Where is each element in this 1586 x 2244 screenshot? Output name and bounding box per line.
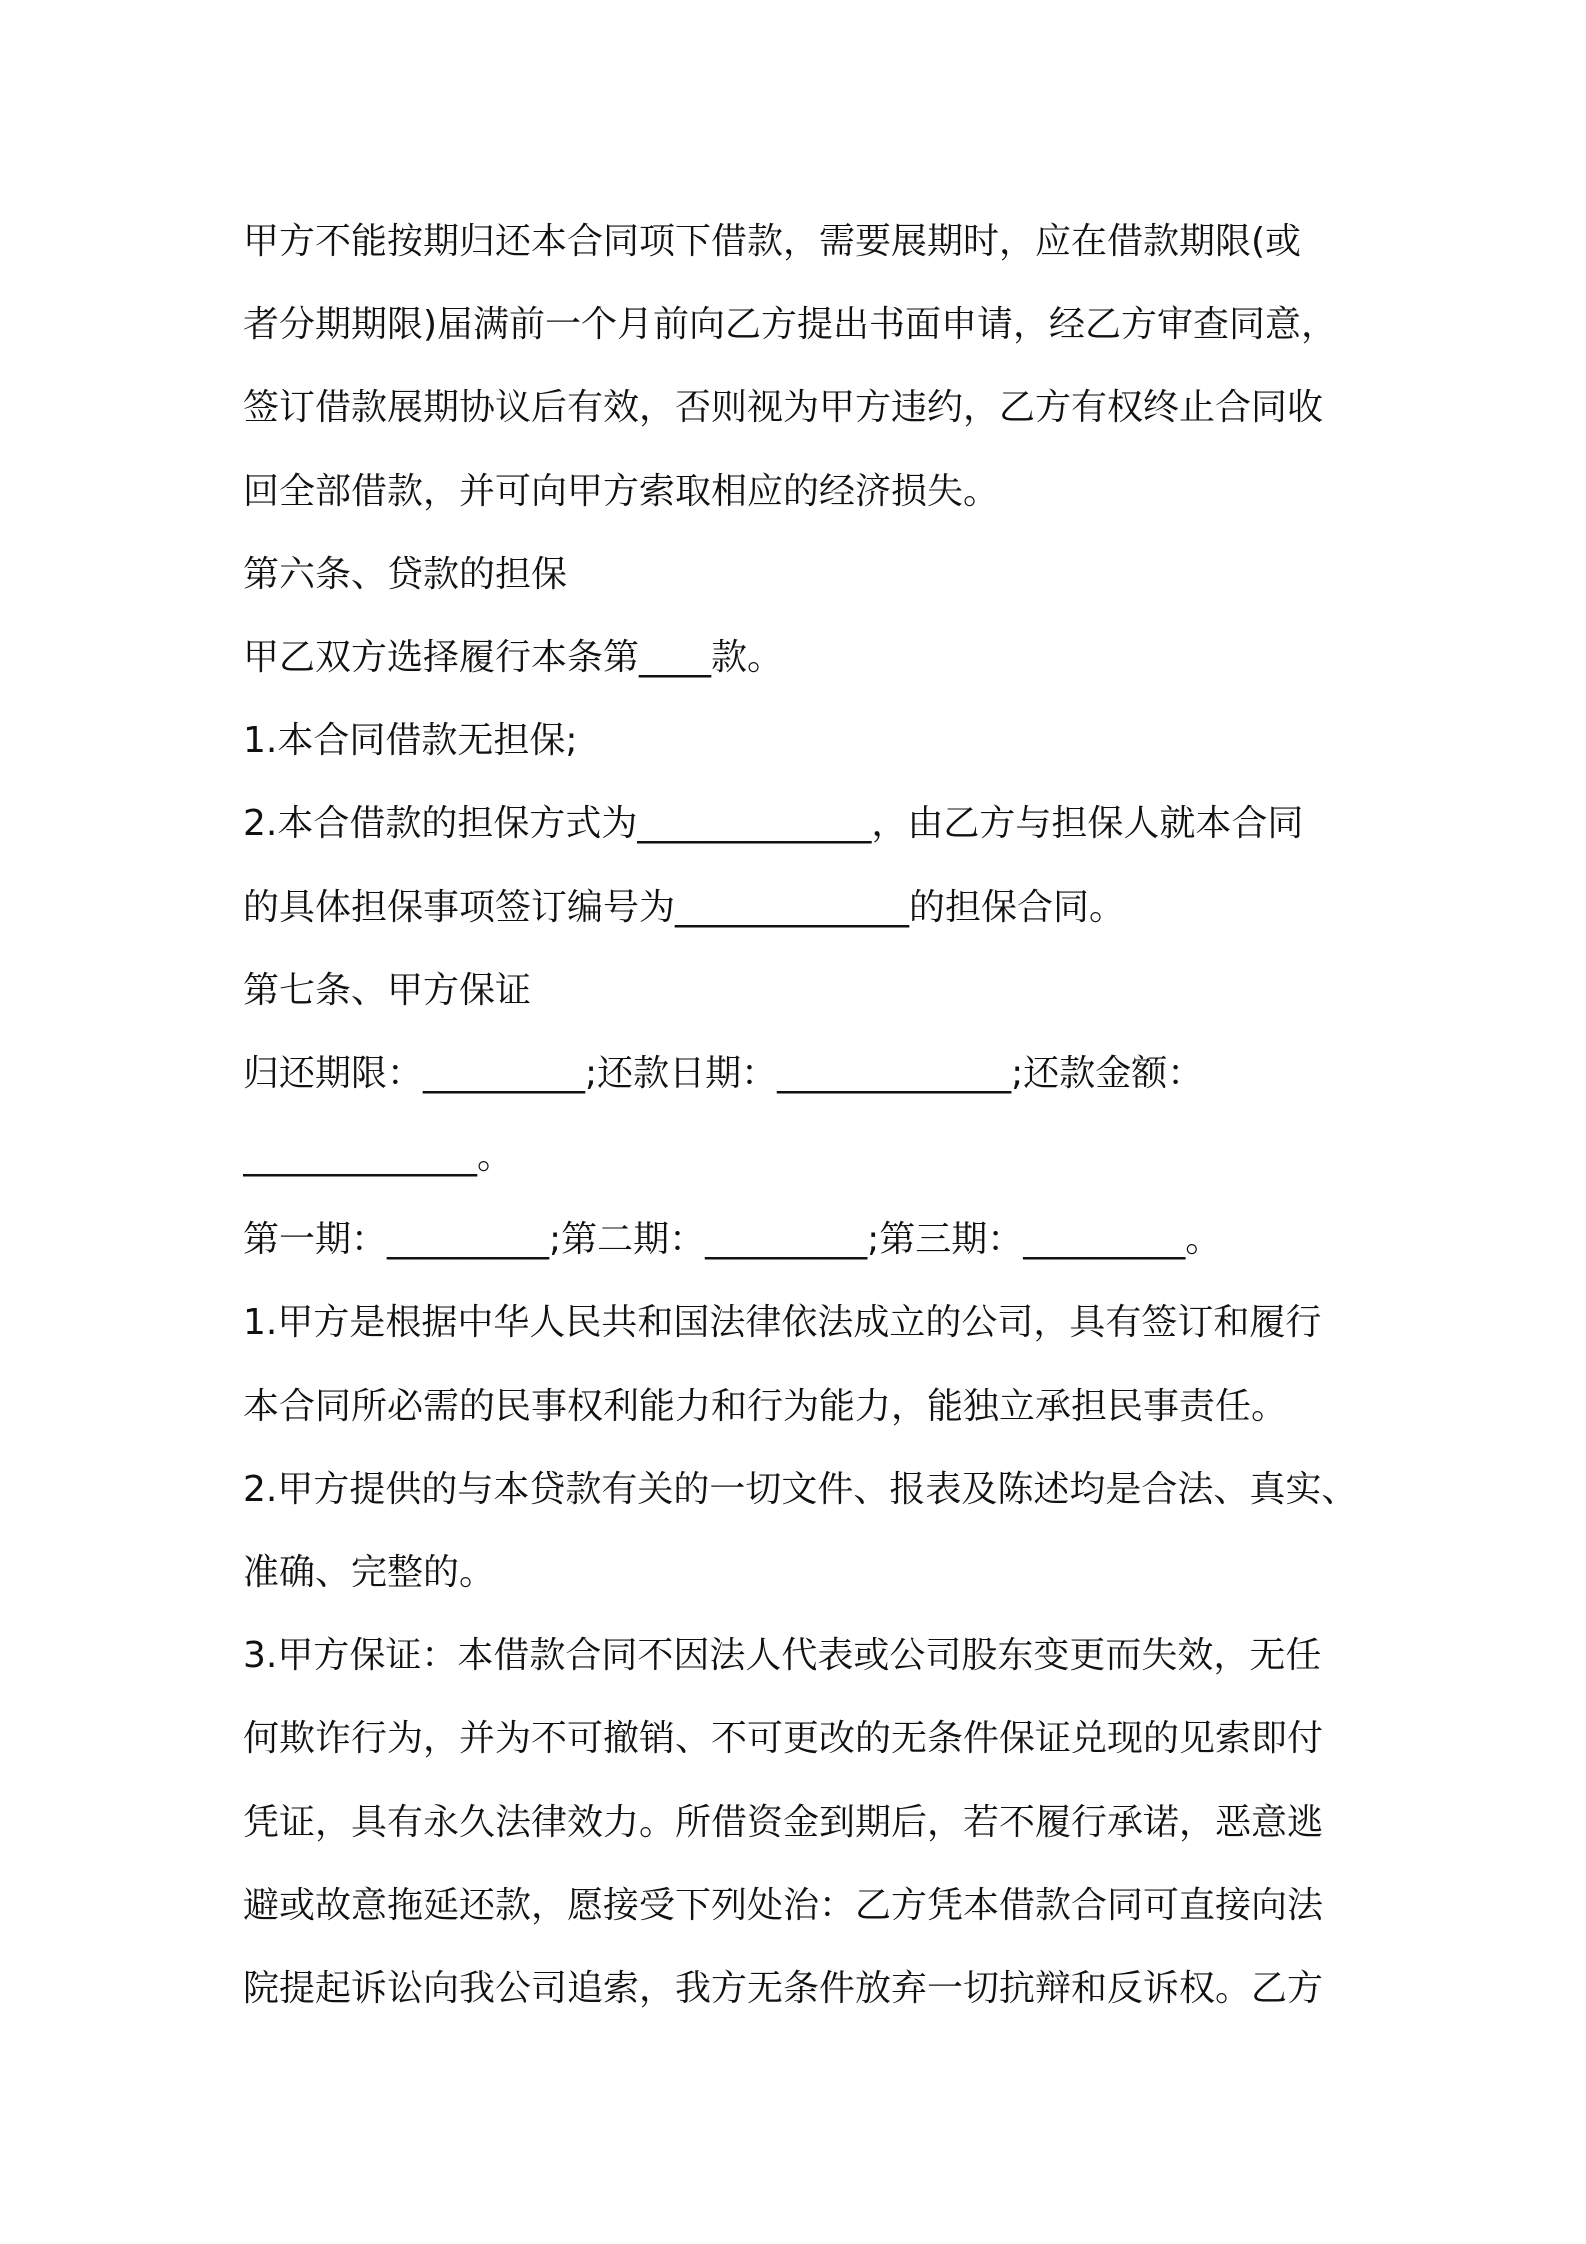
paragraph-line: 者分期期限)届满前一个月前向乙方提出书面申请，经乙方审查同意， <box>243 304 1338 346</box>
paragraph-line: 回全部借款，并可向甲方索取相应的经济损失。 <box>243 470 1000 512</box>
section-heading-7: 第七条、甲方保证 <box>243 969 532 1011</box>
contract-text-body <box>243 200 1363 2030</box>
paragraph-line: 甲方不能按期归还本合同项下借款，需要展期时，应在借款期限(或 <box>243 221 1302 262</box>
paragraph-line: 院提起诉讼向我公司追索，我方无条件放弃一切抗辩和反诉权。乙方 <box>243 1967 1324 2009</box>
paragraph-line: 本合同所必需的民事权利能力和行为能力，能独立承担民事责任。 <box>243 1385 1288 1427</box>
paragraph-line: 签订借款展期协议后有效，否则视为甲方违约，乙方有权终止合同收 <box>243 387 1324 429</box>
paragraph-line: 甲乙双方选择履行本条第____款。 <box>243 636 784 678</box>
repayment-terms-line: 归还期限：_________;还款日期：_____________;还款金额： <box>243 1052 1204 1094</box>
section-heading-6: 第六条、贷款的担保 <box>243 553 568 595</box>
list-item: 2.甲方提供的与本贷款有关的一切文件、报表及陈述均是合法、真实、 <box>243 1468 1358 1510</box>
list-item: 1.本合同借款无担保; <box>243 720 578 762</box>
list-item: 3.甲方保证：本借款合同不因法人代表或公司股东变更而失效，无任 <box>243 1635 1322 1677</box>
list-item: 2.本合借款的担保方式为_____________，由乙方与担保人就本合同 <box>243 803 1304 845</box>
paragraph-line: 凭证，具有永久法律效力。所借资金到期后，若不履行承诺，恶意逃 <box>243 1801 1324 1843</box>
paragraph-line: 准确、完整的。 <box>243 1552 496 1593</box>
installments-line: 第一期：_________;第二期：_________;第三期：_________。 <box>243 1219 1222 1261</box>
list-item: 1.甲方是根据中华人民共和国法律依法成立的公司，具有签订和履行 <box>243 1302 1322 1344</box>
paragraph-line: 的具体担保事项签订编号为_____________的担保合同。 <box>243 886 1126 928</box>
repayment-amount-blank: _____________。 <box>243 1136 513 1178</box>
paragraph-line: 何欺诈行为，并为不可撤销、不可更改的无条件保证兑现的见索即付 <box>243 1718 1324 1760</box>
paragraph-line: 避或故意拖延还款，愿接受下列处治：乙方凭本借款合同可直接向法 <box>243 1884 1324 1926</box>
